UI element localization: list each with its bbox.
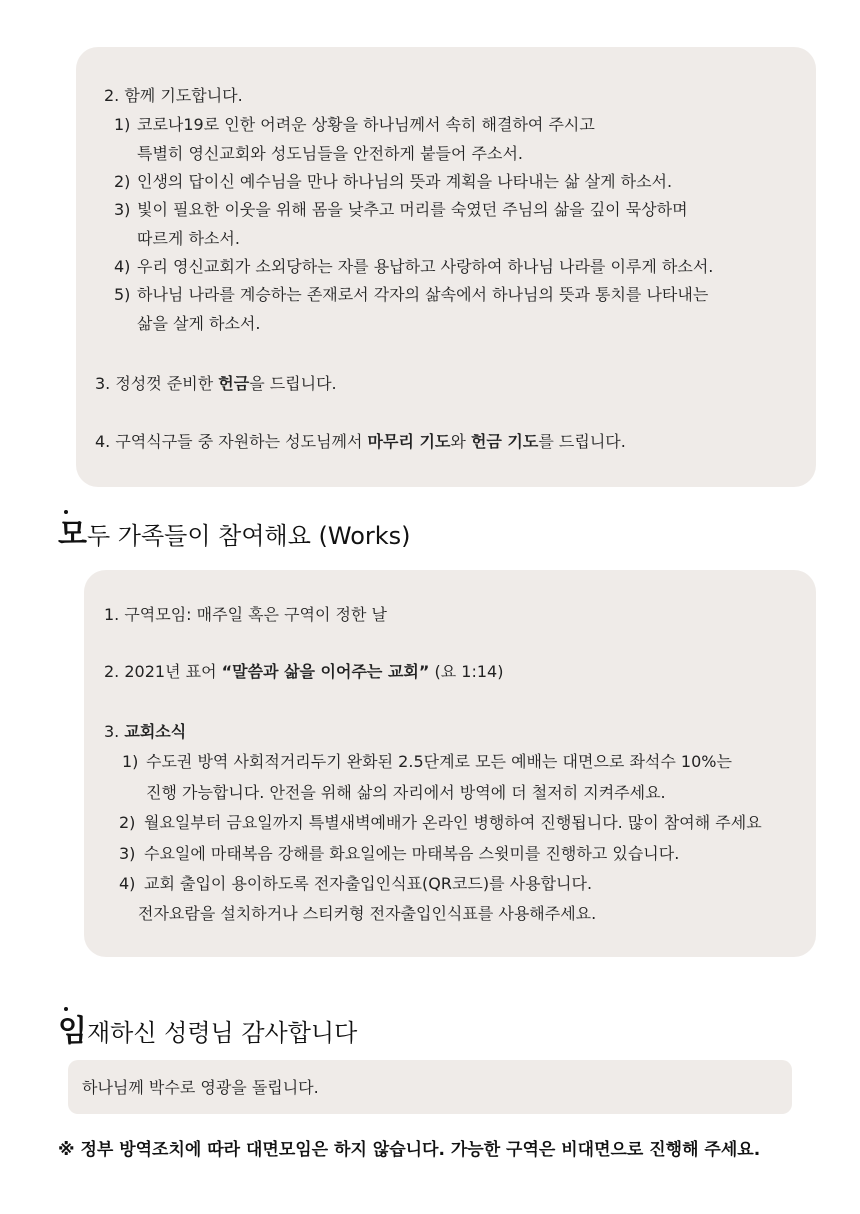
- prayer-line-5a: 하나님 나라를 계승하는 존재로서 각자의 삶속에서 하나님의 뜻과 통치를 나타내는: [137, 285, 709, 304]
- works-item-2: 2. 2021년 표어 “말씀과 삶을 이어주는 교회” (요 1:14): [104, 662, 504, 681]
- prayer-line-1b: 특별히 영신교회와 성도님들을 안전하게 붙들어 주소서.: [137, 144, 524, 163]
- prayer-title: 2. 함께 기도합니다.: [104, 86, 243, 105]
- prayer-line-4a: 우리 영신교회가 소외당하는 자를 용납하고 사랑하여 하나님 나라를 이루게 하소서.: [137, 257, 714, 276]
- news-line-1a: 수도권 방역 사회적거리두기 완화된 2.5단계로 모든 예배는 대면으로 좌석수 10%는: [146, 752, 732, 771]
- news-line-1b: 진행 가능합니다. 안전을 위해 삶의 자리에서 방역에 더 철저히 지켜주세요.: [146, 783, 666, 802]
- news-line-2a: 월요일부터 금요일까지 특별새벽예배가 온라인 병행하여 진행됩니다. 많이 참여해 주세요: [144, 813, 762, 832]
- prayer-num-4: 4): [114, 257, 131, 276]
- footer-note: ※ 정부 방역조치에 따라 대면모임은 하지 않습니다. 가능한 구역은 비대면으로 진행해 주세요.: [58, 1140, 761, 1160]
- prayer-line-3a: 빛이 필요한 이웃을 위해 몸을 낮추고 머리를 숙였던 주님의 삶을 깊이 묵상하며: [137, 200, 688, 219]
- prayer-num-3: 3): [114, 200, 131, 219]
- prayer-num-5: 5): [114, 285, 131, 304]
- offering-item: 3. 정성껏 준비한 헌금을 드립니다.: [95, 374, 337, 393]
- thanks-text: 하나님께 박수로 영광을 돌립니다.: [82, 1078, 319, 1097]
- prayer-line-1a: 코로나19로 인한 어려운 상황을 하나님께서 속히 해결하여 주시고: [137, 115, 595, 134]
- prayer-line-5b: 삶을 살게 하소서.: [137, 314, 261, 333]
- heading-dot: [64, 1007, 68, 1011]
- prayer-line-2a: 인생의 답이신 예수님을 만나 하나님의 뜻과 계획을 나타내는 삶 살게 하소서.: [137, 172, 673, 191]
- prayer-line-3b: 따르게 하소서.: [137, 229, 240, 248]
- news-num-1: 1): [122, 752, 139, 771]
- works-item-3-title: 3. 교회소식: [104, 722, 187, 741]
- news-num-4: 4): [119, 874, 136, 893]
- prayer-num-2: 2): [114, 172, 131, 191]
- news-num-3: 3): [119, 844, 136, 863]
- heading-dot: [64, 510, 68, 514]
- works-item-1: 1. 구역모임: 매주일 혹은 구역이 정한 날: [104, 605, 388, 624]
- news-num-2: 2): [119, 813, 136, 832]
- works-heading: 모두 가족들이 참여해요 (Works): [58, 517, 411, 552]
- prayer-num-1: 1): [114, 115, 131, 134]
- closing-prayer-item: 4. 구역식구들 중 자원하는 성도님께서 마무리 기도와 헌금 기도를 드립니다.: [95, 432, 626, 451]
- news-line-4a: 교회 출입이 용이하도록 전자출입인식표(QR코드)를 사용합니다.: [144, 874, 593, 893]
- thanks-heading: 임재하신 성령님 감사합니다: [58, 1014, 358, 1049]
- news-line-4b: 전자요람을 설치하거나 스티커형 전자출입인식표를 사용해주세요.: [138, 904, 597, 923]
- news-line-3a: 수요일에 마태복음 강해를 화요일에는 마태복음 스윗미를 진행하고 있습니다.: [144, 844, 680, 863]
